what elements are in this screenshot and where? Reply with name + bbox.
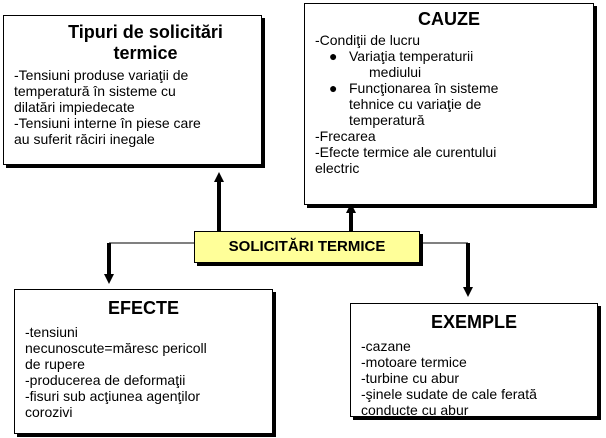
cauze-bullet-line: Variaţia temperaturii: [349, 48, 474, 64]
exemple-line: -motoare termice: [361, 354, 467, 370]
tipuri-line: -Tensiuni produse variaţii de: [14, 67, 189, 83]
tipuri-title-line: Tipuri de solicitări: [68, 22, 223, 42]
tipuri-line: temperatură în sisteme cu: [14, 83, 176, 99]
efecte-box: [14, 289, 273, 434]
efecte-line: corozivi: [25, 404, 73, 420]
cauze-text-bottom: [305, 128, 593, 176]
efecte-line: -fisuri sub acţiunea agenţilor: [25, 388, 201, 404]
exemple-text: [351, 333, 597, 417]
tipuri-text: [4, 64, 261, 147]
cauze-bullet-item: [305, 80, 593, 128]
cauze-line: -Efecte termice ale curentului: [315, 144, 497, 160]
tipuri-line: -Tensiuni interne în piese care: [14, 115, 201, 131]
tipuri-title-line: termice: [113, 43, 178, 63]
cauze-bullet-line: mediului: [369, 64, 422, 80]
exemple-line: -turbine cu abur: [361, 370, 460, 386]
bullet-icon: ●: [329, 48, 338, 64]
exemple-title: EXEMPLE: [430, 312, 518, 332]
bullet-icon: ●: [329, 80, 338, 96]
cauze-bullet-line: Funcţionarea în sisteme: [349, 80, 499, 96]
efecte-line: necunoscute=măresc pericoll: [25, 340, 207, 356]
exemple-line: -şinele sudate de cale ferată: [361, 386, 537, 402]
tipuri-box: [3, 15, 262, 165]
cauze-title: CAUZE: [418, 9, 480, 29]
efecte-line: de rupere: [25, 356, 85, 372]
cauze-line: -Frecarea: [315, 128, 376, 144]
exemple-box: [350, 303, 598, 417]
cauze-line: -Condiţii de lucru: [315, 32, 421, 48]
cauze-bullet-line: temperatură: [349, 112, 425, 128]
efecte-line: -producerea de deformaţii: [25, 372, 186, 388]
cauze-box: [304, 3, 594, 205]
center-topic-box: [194, 231, 420, 263]
cauze-line: electric: [315, 160, 360, 176]
exemple-line: conducte cu abur: [361, 402, 469, 417]
cauze-bullet-line: tehnice cu variaţie de: [349, 96, 482, 112]
cauze-bullet-item: [305, 48, 593, 80]
efecte-line: -tensiuni: [25, 324, 78, 340]
tipuri-line: dilatări impiedecate: [14, 99, 135, 115]
efecte-title: EFECTE: [107, 298, 179, 318]
exemple-line: -cazane: [361, 338, 411, 354]
tipuri-line: au suferit răciri inegale: [14, 131, 155, 147]
cauze-text: [305, 30, 593, 48]
tipuri-title: [4, 16, 261, 64]
center-topic-label: SOLICITĂRI TERMICE: [228, 238, 386, 255]
efecte-text: [15, 319, 272, 420]
